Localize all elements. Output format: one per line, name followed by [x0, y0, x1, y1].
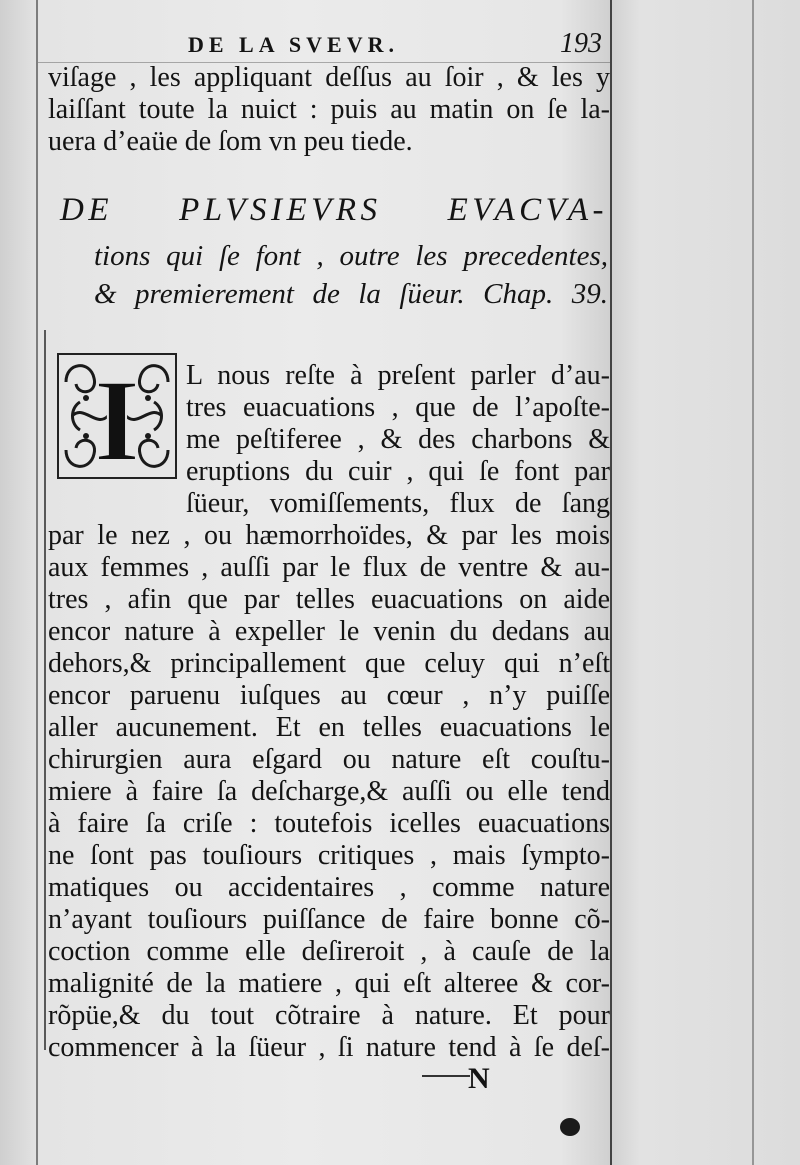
text-line: encor nature à expeller le venin du dedans au: [48, 616, 610, 647]
text-line: viſage , les appliquant deſſus au ſoir , & les y: [48, 62, 610, 93]
text-line: eruptions du cuir , qui ſe font par: [186, 456, 610, 487]
signature-rule: [422, 1075, 470, 1077]
text-line: malignité de la matiere , qui eſt alteree & cor-: [48, 968, 610, 999]
chapter-title-line: DE PLVSIEVRS EVACVA-: [60, 192, 608, 228]
drop-cap-letter: I: [94, 355, 140, 480]
outer-margin-rule-2: [752, 0, 754, 1165]
text-line: chirurgien aura eſgard ou nature eſt couſtu-: [48, 744, 610, 775]
text-line: coction comme elle deſireroit , à cauſe de la: [48, 936, 610, 967]
bleed-through: [640, 60, 790, 480]
text-line: par le nez , ou hæmorrhoïdes, & par les mois: [48, 520, 610, 551]
text-line: encor paruenu iuſques au cœur , n’y puiſſe: [48, 680, 610, 711]
page-number: 193: [560, 28, 602, 59]
text-line: aux femmes , auſſi par le flux de ventre & au-: [48, 552, 610, 583]
text-line: ſüeur, vomiſſements, flux de ſang: [186, 488, 610, 519]
inner-margin-rule: [36, 0, 38, 1165]
chapter-title-line: & premierement de la ſüeur. Chap. 39.: [94, 278, 608, 310]
text-line: matiques ou accidentaires , comme nature: [48, 872, 610, 903]
text-line: aller aucunement. Et en telles euacuations le: [48, 712, 610, 743]
text-line: rõpüe,& du tout cõtraire à nature. Et pour: [48, 1000, 610, 1031]
text-margin-rule: [44, 330, 46, 1050]
ornament-icon: [56, 352, 178, 480]
ink-blot: [560, 1118, 580, 1136]
text-line: commencer à la ſüeur , ſi nature tend à ſe deſ-: [48, 1032, 610, 1063]
text-line: L nous reſte à preſent parler d’au-: [186, 360, 610, 391]
outer-margin-rule: [610, 0, 612, 1165]
signature-mark: N: [468, 1062, 490, 1095]
text-line: à faire ſa criſe : toutefois icelles euacuations: [48, 808, 610, 839]
text-line: n’ayant touſiours puiſſance de faire bonne cõ-: [48, 904, 610, 935]
text-line: uera d’eaüe de ſom vn peu tiede.: [48, 126, 413, 157]
text-line: miere à faire ſa deſcharge,& auſſi ou elle tend: [48, 776, 610, 807]
chapter-title-line: tions qui ſe font , outre les precedentes,: [94, 240, 608, 272]
text-line: tres euacuations , que de l’apoſte-: [186, 392, 610, 423]
running-head: DE LA SVEVR.: [188, 32, 399, 57]
text-line: ne ſont pas touſiours critiques , mais ſympto-: [48, 840, 610, 871]
text-line: tres , afin que par telles euacuations on aide: [48, 584, 610, 615]
text-line: laiſſant toute la nuict : puis au matin on ſe la-: [48, 94, 610, 125]
text-line: dehors,& principallement que celuy qui n’eſt: [48, 648, 610, 679]
ornamental-initial: [56, 352, 178, 480]
bleed-through: [620, 960, 790, 1040]
text-line: me peſtiferee , & des charbons &: [186, 424, 610, 455]
